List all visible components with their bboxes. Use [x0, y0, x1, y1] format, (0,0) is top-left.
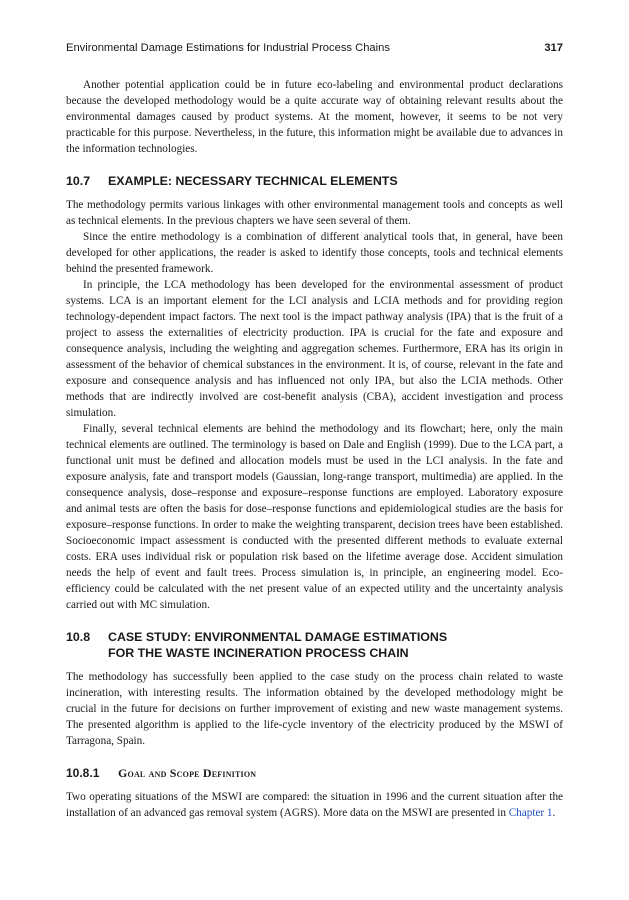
intro-paragraph: Another potential application could be in future eco-labeling and environmental product declarations because the developed methodology would be a quite accurate way of obtaining relevant results about the environmental damages caused by product systems. At the moment, however, it seems to be not very practicable for this purpose. Nevertheless, in the future, this information might be available due to advances in the information technologies.: [66, 79, 563, 155]
running-head-title: Environmental Damage Estimations for Industrial Process Chains: [66, 42, 390, 54]
section-title-line-1: CASE STUDY: ENVIRONMENTAL DAMAGE ESTIMATIONS: [108, 630, 448, 644]
chapter-1-link[interactable]: Chapter 1: [508, 807, 553, 819]
paragraph: Finally, several technical elements are behind the methodology and its flowchart; here, only the main technical elements are outlined. The terminology is based on Dale and English (1999). Due to the LCA part, a functional unit must be defined and allocation models must be used in the LCI analysis. In the fate and exposure analysis, fate and transport models (Gaussian, long-range transport, multimedia) are applied. In the consequence analysis, dose–response and exposure–response functions are employed. Laboratory exposure and animal tests are often the basis for dose–response functions and epidemiological studies are the basis for exposure–response functions. In order to make the weighting transparent, decision trees have been established. Socioeconomic impact assessment is conducted with the presented different methods to evaluate external costs. ERA uses individual risk or population risk based on the lifetime average dose. Accident simulation needs the help of event and fault trees. Process simulation is, in principle, an engineering model. Eco-efficiency could be calculated with the net present value of an expected utility and the uncertainty analysis carried out with MC simulation.: [66, 423, 563, 611]
paragraph: The methodology permits various linkages with other environmental management tools and concepts as well as technical elements. In the previous chapters we have seen several of them.: [66, 199, 563, 227]
paragraph: [66, 789, 563, 821]
running-head: [66, 42, 563, 58]
subsection-heading-10-8-1: [66, 765, 563, 781]
section-number: 10.7: [66, 174, 91, 188]
section-title-line-2: FOR THE WASTE INCINERATION PROCESS CHAIN: [108, 646, 409, 660]
section-heading-10-8: [66, 629, 563, 661]
paragraph-end: .: [552, 807, 556, 819]
section-title: [108, 173, 563, 189]
page-body: [66, 77, 563, 821]
section-number: 10.8: [66, 630, 91, 644]
section-title-text: EXAMPLE: NECESSARY TECHNICAL ELEMENTS: [108, 174, 398, 188]
section-title: [108, 629, 563, 661]
page-number: 317: [544, 42, 563, 54]
paragraph: Since the entire methodology is a combination of different analytical tools that, in general, have been developed for other applications, the reader is asked to identify those concepts, tools and technical elements behind the presented framework.: [66, 231, 563, 275]
section-heading-10-7: [66, 173, 563, 189]
subsection-number: 10.8.1: [66, 766, 100, 780]
paragraph: The methodology has successfully been applied to the case study on the process chain related to waste incineration, with interesting results. The information obtained by the developed methodology might be crucial in the future for decisions on further improvement of existing and new waste management systems. The presented algorithm is applied to the life-cycle inventory of the electricity produced by the MSWI of Tarragona, Spain.: [66, 671, 563, 747]
paragraph-text: Two operating situations of the MSWI are compared: the situation in 1996 and the current situation after the installation of an advanced gas removal system (AGRS). More data on the MSWI are presented in: [66, 791, 563, 819]
subsection-title: Goal and Scope Definition: [118, 766, 257, 780]
paragraph: In principle, the LCA methodology has been developed for the environmental assessment of product systems. LCA is an important element for the LCI analysis and LCIA methods and for providing region technology-dependent impact factors. The next tool is the impact pathway analysis (IPA) that is the fruit of a project to assess the externalities of electricity production. IPA is crucial for the fate and exposure and consequence analysis, including the weighting and aggregation schemes. Furthermore, ERA has its origin in assessment of the behavior of chemical substances in the environment. It is, of course, relevant in the fate and exposure and consequence analysis and has influenced not only IPA, but also the LCIA methods. Other methods that are indirectly involved are cost-benefit analysis (CBA), accident investigation and process simulation.: [66, 279, 563, 419]
